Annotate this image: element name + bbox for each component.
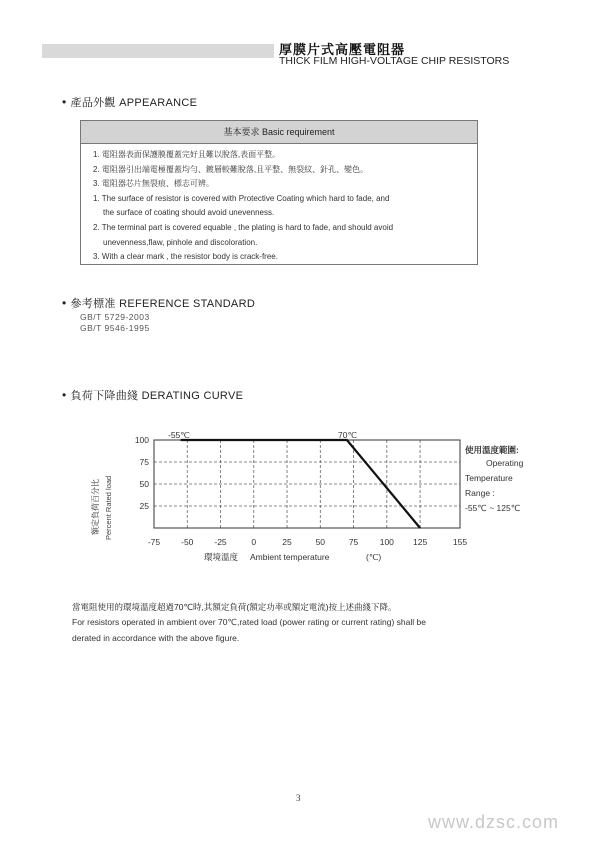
- requirement-table-header: 基本要求 Basic requirement: [81, 121, 477, 144]
- requirement-line: 2. The terminal part is covered equable , the plating is hard to fade, and should avoid: [93, 222, 394, 232]
- document-title-en: THICK FILM HIGH-VOLTAGE CHIP RESISTORS: [279, 55, 510, 67]
- page-number: 3: [296, 793, 301, 803]
- requirement-line: 3. 電阻器芯片無裂痕、標志可辨。: [93, 179, 214, 189]
- watermark: www.dzsc.com: [428, 812, 560, 832]
- y-tick-labels: [135, 435, 149, 511]
- annotation-knee-temp: 70℃: [338, 430, 358, 440]
- y-tick-label: 75: [139, 457, 149, 467]
- standard-item: GB/T 9546-1995: [80, 323, 150, 333]
- y-tick-label: 50: [139, 479, 149, 489]
- legend-line: Range :: [465, 488, 495, 498]
- document-title-cn: 厚膜片式高壓電阻器: [279, 42, 406, 57]
- x-tick-label: -25: [214, 537, 227, 547]
- x-tick-label: 125: [412, 537, 428, 547]
- y-axis-label-en: Percent Rated load: [104, 475, 113, 540]
- note-cn: 當電阻使用的環境溫度超過70℃時,其額定負荷(額定功率或額定電流)按上述曲綫下降。: [72, 602, 397, 612]
- x-axis-label-en: Ambient temperature: [250, 552, 330, 562]
- y-tick-label: 25: [139, 501, 149, 511]
- appearance-heading-text: 產品外觀 APPEARANCE: [70, 97, 198, 109]
- x-tick-label: 155: [452, 537, 468, 547]
- note-en-line-2: derated in accordance with the above figure.: [72, 633, 240, 643]
- y-tick-label: 100: [134, 435, 149, 445]
- bullet-icon: •: [62, 296, 67, 310]
- legend-line: Temperature: [465, 473, 513, 483]
- x-axis-unit: (℃): [366, 552, 382, 562]
- x-axis-label-cn: 環境溫度: [204, 553, 239, 563]
- legend-line: -55℃ ~ 125℃: [465, 503, 521, 513]
- bullet-icon: •: [62, 388, 67, 402]
- y-axis-label-cn: 額定負荷百分比: [91, 479, 100, 535]
- x-tick-labels: [148, 537, 468, 547]
- requirement-line: 1. The surface of resistor is covered with Protective Coating which hard to fade, and: [93, 193, 390, 203]
- legend-line: Operating: [486, 458, 524, 468]
- requirement-line: the surface of coating should avoid unevenness.: [103, 208, 275, 218]
- annotation-min-temp: -55℃: [168, 430, 190, 440]
- x-tick-label: 50: [315, 537, 326, 547]
- x-tick-label: 25: [282, 537, 292, 547]
- legend-line: 使用溫度範圍:: [465, 445, 519, 455]
- note-en-line-1: For resistors operated in ambient over 70℃,rated load (power rating or current rating) shall be: [72, 617, 426, 627]
- derating-heading-text: 負荷下降曲綫 DERATING CURVE: [70, 390, 244, 402]
- x-tick-label: -75: [147, 537, 161, 547]
- standard-item: GB/T 5729-2003: [80, 312, 150, 322]
- x-tick-label: 0: [251, 537, 257, 547]
- x-tick-label: 75: [348, 537, 359, 547]
- chart-grid: [154, 440, 460, 528]
- requirement-line: 3. With a clear mark , the resistor body is crack-free.: [93, 252, 278, 262]
- x-tick-label: -50: [181, 537, 194, 547]
- requirement-line: 2. 電阻器引出端電極覆蓋均勻、鍍層較難脫落,且平整、無裂紋、針孔、變色。: [93, 164, 369, 174]
- requirement-line: unevenness,flaw, pinhole and discoloration.: [103, 237, 258, 247]
- bullet-icon: •: [62, 95, 67, 109]
- reference-heading-text: 參考標准 REFERENCE STANDARD: [70, 298, 256, 310]
- x-tick-label: 100: [379, 537, 394, 547]
- requirement-line: 1. 電阻器表面保護膜覆蓋完好且難以脫落,表面平整。: [93, 150, 281, 159]
